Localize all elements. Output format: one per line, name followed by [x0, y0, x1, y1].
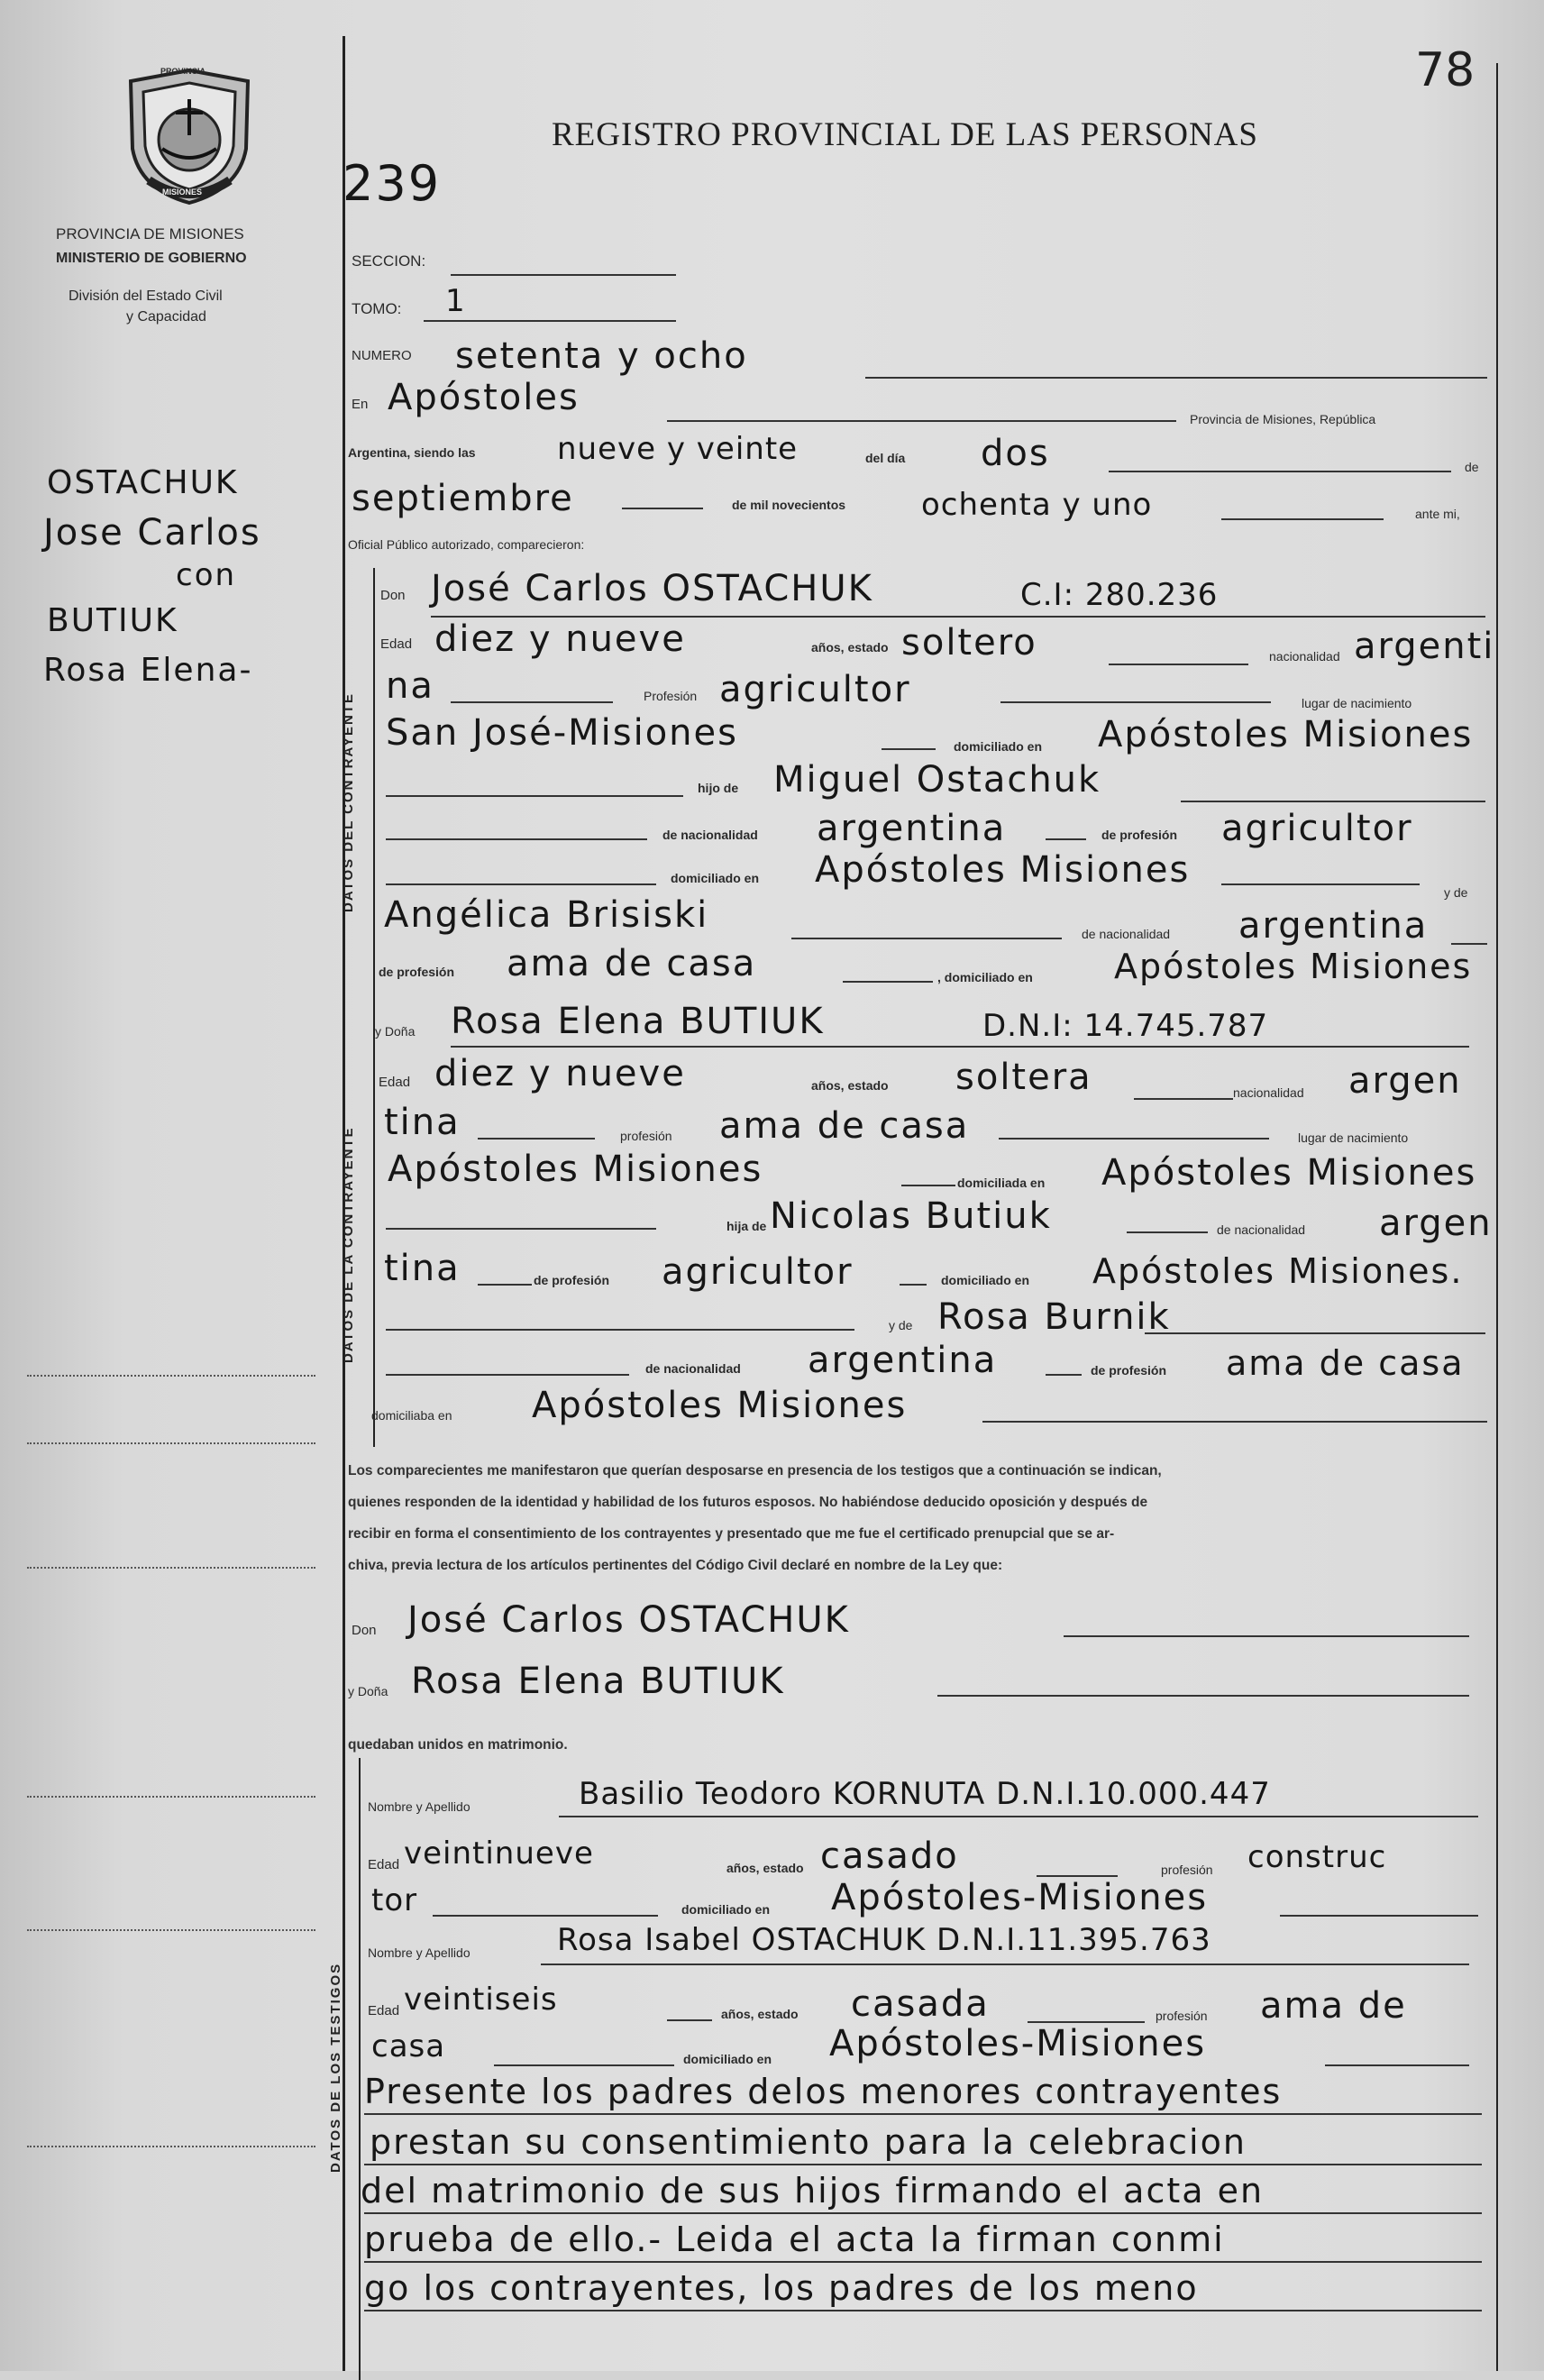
groom-mnat-line — [1451, 943, 1487, 945]
bride-hija-line — [386, 1228, 656, 1230]
w1-res-line — [1280, 1915, 1478, 1917]
bride-prof-label: profesión — [620, 1129, 672, 1143]
groom-father-residence: Apóstoles Misiones — [815, 849, 1191, 891]
groom-box-left — [373, 568, 375, 996]
w2-prof-line — [494, 2064, 674, 2066]
margin-surname-bride: BUTIUK — [47, 602, 178, 639]
margin-con: con — [176, 557, 237, 593]
province-name: PROVINCIA DE MISIONES — [56, 225, 244, 243]
groom-edad-label: Edad — [380, 636, 413, 652]
margin-dotted-6 — [27, 2146, 315, 2147]
w2-res-line — [1325, 2064, 1469, 2066]
declaration-line-1: Los comparecientes me manifestaron que querían desposarse en presencia de los testigos que a continuación se indican, — [348, 1463, 1162, 1478]
del-dia-label: del día — [865, 451, 906, 465]
decl-groom-name: José Carlos OSTACHUK — [407, 1599, 850, 1641]
tomo-line — [424, 320, 676, 322]
month-line — [622, 508, 703, 509]
witness-side-label: DATOS DE LOS TESTIGOS — [328, 1962, 343, 2173]
hour-value: nueve y veinte — [557, 431, 799, 467]
groom-profession: agricultor — [719, 669, 911, 710]
witness-box-left — [359, 1758, 361, 2380]
seal-text-bottom: MISIONES — [162, 188, 203, 197]
provincial-seal — [122, 63, 257, 207]
tomo-value: 1 — [445, 283, 466, 319]
groom-estado-label: años, estado — [811, 640, 889, 654]
bride-prof-line — [999, 1138, 1269, 1140]
numero-line — [865, 377, 1487, 379]
bride-nat-line — [478, 1138, 595, 1140]
note-rule-5 — [364, 2310, 1482, 2311]
w1-edad-label: Edad — [368, 1857, 400, 1872]
bride-father-nationality-2: tina — [384, 1248, 461, 1289]
bride-name-line — [451, 1046, 1469, 1048]
bride-mother-nationality: argentina — [808, 1340, 998, 1381]
groom-mprof-line — [843, 981, 933, 983]
groom-father: Miguel Ostachuk — [773, 759, 1101, 801]
parents-residence: Apóstoles Misiones — [532, 1385, 908, 1426]
w1-name-line — [559, 1816, 1478, 1817]
division-line-1: División del Estado Civil — [69, 288, 223, 304]
oficial-label: Oficial Público autorizado, comparecieron: — [348, 537, 585, 552]
margin-dotted-2 — [27, 1442, 315, 1444]
groom-residence: Apóstoles Misiones — [1098, 714, 1474, 755]
bride-father: Nicolas Butiuk — [770, 1195, 1052, 1237]
groom-lugar-label: lugar de nacimiento — [1302, 696, 1412, 710]
groom-status-line — [1109, 664, 1248, 665]
margin-dotted-4 — [27, 1796, 315, 1798]
groom-mprof-label: de profesión — [379, 965, 455, 979]
bride-mother-profession: ama de casa — [1226, 1343, 1465, 1383]
declaration-line-4: chiva, previa lectura de los artículos pertinentes del Código Civil declaré en nombre de la Ley que: — [348, 1558, 1003, 1573]
provincia-label: Provincia de Misiones, República — [1190, 412, 1376, 426]
bride-father-line — [1127, 1231, 1208, 1233]
w1-name: Basilio Teodoro KORNUTA D.N.I.10.000.447 — [579, 1776, 1271, 1812]
groom-side-label: DATOS DEL CONTRAYENTE — [341, 692, 356, 912]
bride-fprof-line — [900, 1284, 927, 1286]
w2-name-label: Nombre y Apellido — [368, 1945, 471, 1960]
w2-age: veintiseis — [404, 1982, 558, 2018]
w2-prof-label: profesión — [1156, 2009, 1208, 2023]
declaration-line-3: recibir en forma el consentimiento de los contrayentes y presentado que me fue el certificado prenupcial que se ar- — [348, 1526, 1115, 1542]
w1-status: casado — [820, 1835, 959, 1877]
w2-residence: Apóstoles-Misiones — [829, 2023, 1207, 2064]
w2-status: casada — [851, 1983, 990, 2025]
w2-name: Rosa Isabel OSTACHUK D.N.I.11.395.763 — [557, 1922, 1211, 1958]
note-line-1: Presente los padres delos menores contrayentes — [364, 2072, 1283, 2111]
bride-father-profession: agricultor — [662, 1251, 854, 1293]
groom-birth-line — [882, 748, 936, 750]
decl-dona-label: y Doña — [348, 1684, 388, 1698]
bride-nationality-2: tina — [384, 1102, 461, 1143]
bride-nac-label: nacionalidad — [1233, 1085, 1304, 1100]
groom-prof-line — [1000, 701, 1271, 703]
margin-surname-groom: OSTACHUK — [47, 464, 239, 501]
groom-father-profession: agricultor — [1221, 808, 1413, 849]
margin-dotted-1 — [27, 1375, 315, 1377]
tomo-label: TOMO: — [352, 300, 402, 317]
bride-box-left — [373, 996, 375, 1447]
groom-fres-line — [1221, 883, 1420, 885]
w1-profession-1: construc — [1247, 1839, 1387, 1875]
seccion-label: SECCION: — [352, 252, 426, 270]
groom-yde-label: y de — [1444, 885, 1468, 900]
w2-estado-label: años, estado — [721, 2007, 799, 2021]
day-line — [1109, 471, 1451, 472]
bride-edad-label: Edad — [379, 1075, 411, 1090]
decl-bride-line — [937, 1695, 1469, 1697]
groom-name-line — [431, 616, 1485, 618]
groom-civil-status: soltero — [901, 622, 1037, 664]
groom-mnac-label: de nacionalidad — [1082, 927, 1171, 941]
groom-fdom-line — [386, 883, 656, 885]
note-line-3: del matrimonio de sus hijos firmando el acta en — [361, 2171, 1265, 2211]
year-label: de mil novecientos — [732, 498, 846, 512]
groom-father-nationality: argentina — [817, 808, 1007, 849]
bride-name: Rosa Elena BUTIUK — [451, 1001, 825, 1042]
decl-bride-name: Rosa Elena BUTIUK — [411, 1661, 785, 1702]
seal-text-top: PROVINCIA — [160, 67, 206, 76]
don-label: Don — [380, 588, 406, 603]
bride-age: diez y nueve — [434, 1053, 686, 1094]
note-rule-4 — [364, 2261, 1482, 2263]
bride-yde-line — [386, 1329, 854, 1331]
day-value: dos — [981, 433, 1050, 474]
groom-prof-label: Profesión — [644, 689, 698, 703]
w2-edad-label: Edad — [368, 2003, 400, 2018]
w1-profession-2: tor — [371, 1882, 418, 1918]
groom-mother-profession: ama de casa — [507, 943, 757, 984]
bride-status-line — [1134, 1098, 1233, 1100]
division-line-2: y Capacidad — [126, 309, 206, 325]
record-number: 239 — [343, 155, 442, 212]
groom-fdom-label: domiciliado en — [671, 871, 760, 885]
margin-dotted-5 — [27, 1929, 315, 1931]
numero-value: setenta y ocho — [455, 335, 748, 377]
right-border — [1496, 63, 1498, 2371]
decl-closing: quedaban unidos en matrimonio. — [348, 1737, 568, 1753]
month-value: septiembre — [352, 478, 574, 519]
groom-nationality-1: argenti — [1354, 626, 1495, 667]
document-title: REGISTRO PROVINCIAL DE LAS PERSONAS — [552, 116, 1258, 153]
margin-dotted-3 — [27, 1567, 315, 1569]
bride-lugar-label: lugar de nacimiento — [1298, 1130, 1409, 1145]
parents-residence-line — [982, 1421, 1487, 1423]
bride-profession: ama de casa — [719, 1105, 970, 1147]
bride-civil-status: soltera — [955, 1057, 1092, 1098]
bride-residence: Apóstoles Misiones — [1101, 1152, 1477, 1194]
note-rule-1 — [364, 2113, 1482, 2115]
groom-hijo-label: hijo de — [698, 781, 739, 795]
groom-fprof-label: de profesión — [1101, 828, 1178, 842]
groom-name: José Carlos OSTACHUK — [431, 568, 873, 609]
w1-estado-label: años, estado — [726, 1861, 804, 1875]
note-line-2: prestan su consentimiento para la celebracion — [370, 2122, 1247, 2162]
groom-fprof-line — [1046, 838, 1086, 840]
w2-name-line — [541, 1964, 1469, 1965]
year-value: ochenta y uno — [921, 487, 1153, 523]
bride-father-residence: Apóstoles Misiones. — [1092, 1251, 1464, 1291]
margin-name-groom: Jose Carlos — [43, 512, 261, 554]
groom-age: diez y nueve — [434, 618, 686, 660]
groom-mother-line — [791, 938, 1062, 939]
bride-father-nationality-1: argen — [1379, 1203, 1493, 1244]
w2-age-line — [667, 2019, 712, 2021]
w1-prof-label: profesión — [1161, 1863, 1213, 1877]
en-value: Apóstoles — [388, 377, 580, 418]
bride-mother-line — [1145, 1332, 1485, 1334]
note-line-5: go los contrayentes, los padres de los meno — [364, 2268, 1199, 2308]
numero-label: NUMERO — [352, 348, 412, 363]
groom-id: C.I: 280.236 — [1020, 577, 1219, 613]
groom-birthplace: San José-Misiones — [386, 712, 738, 754]
page-number: 78 — [1415, 43, 1475, 97]
bride-id: D.N.I: 14.745.787 — [982, 1008, 1269, 1044]
declaration-line-2: quienes responden de la identidad y habilidad de los futuros esposos. No habiéndose deducido oposición y después de — [348, 1495, 1148, 1510]
bride-hija-label: hija de — [726, 1219, 767, 1233]
seccion-line — [451, 274, 676, 276]
decl-groom-line — [1064, 1635, 1469, 1637]
bride-fprof-label: de profesión — [534, 1273, 610, 1287]
w1-dom-label: domiciliado en — [681, 1902, 771, 1917]
bride-mnat-line — [386, 1374, 629, 1376]
groom-nac-label: nacionalidad — [1269, 649, 1340, 664]
year-line — [1221, 518, 1384, 520]
ministry-name: MINISTERIO DE GOBIERNO — [56, 251, 247, 266]
bride-birth-line — [901, 1185, 955, 1186]
groom-fnac-label: de nacionalidad — [662, 828, 758, 842]
en-line — [667, 420, 1176, 422]
groom-nationality-2: na — [386, 665, 434, 707]
argentina-label: Argentina, siendo las — [348, 445, 476, 460]
bride-estado-label: años, estado — [811, 1078, 889, 1093]
w2-profession-1: ama de — [1260, 1985, 1407, 2027]
groom-hijo-line — [386, 795, 683, 797]
groom-father-line — [1181, 801, 1485, 802]
groom-mother: Angélica Brisiski — [384, 894, 709, 936]
margin-name-bride: Rosa Elena- — [43, 652, 253, 689]
groom-dom-label: domiciliado en — [954, 739, 1043, 754]
domiciliaba-label: domiciliaba en — [371, 1408, 452, 1423]
de-label: de — [1465, 460, 1479, 474]
note-rule-2 — [364, 2164, 1482, 2165]
bride-fdom-label: domiciliado en — [941, 1273, 1030, 1287]
w1-name-label: Nombre y Apellido — [368, 1799, 471, 1814]
w1-prof-line — [433, 1915, 658, 1917]
w2-profession-2: casa — [371, 2028, 446, 2064]
ante-label: ante mi, — [1415, 507, 1460, 521]
w2-dom-label: domiciliado en — [683, 2052, 772, 2066]
bride-mother: Rosa Burnik — [937, 1296, 1171, 1338]
bride-side-label: DATOS DE LA CONTRAYENTE — [341, 1126, 356, 1363]
bride-yde-label: y de — [889, 1318, 913, 1332]
w1-age: veintinueve — [404, 1835, 594, 1872]
w1-residence: Apóstoles-Misiones — [831, 1877, 1209, 1918]
note-rule-3 — [364, 2212, 1482, 2214]
decl-don-label: Don — [352, 1623, 377, 1638]
bride-fnac-label: de nacionalidad — [1217, 1222, 1306, 1237]
bride-mprof-line — [1046, 1374, 1082, 1376]
dona-label: y Doña — [375, 1024, 416, 1039]
bride-mnac-label: de nacionalidad — [645, 1361, 741, 1376]
bride-nationality-1: argen — [1348, 1060, 1462, 1102]
groom-mother-nationality: argentina — [1238, 905, 1429, 947]
bride-fnat-line — [478, 1284, 532, 1286]
groom-mother-residence: Apóstoles Misiones — [1114, 947, 1473, 986]
bride-dom-label: domiciliada en — [957, 1176, 1046, 1190]
groom-nat-line — [451, 701, 613, 703]
bride-mprof-label: de profesión — [1091, 1363, 1167, 1378]
bride-birthplace: Apóstoles Misiones — [388, 1149, 763, 1190]
note-line-4: prueba de ello.- Leida el acta la firman conmi — [364, 2220, 1225, 2259]
groom-fnat-line — [386, 838, 647, 840]
en-label: En — [352, 397, 369, 412]
groom-mdom-label: , domiciliado en — [937, 970, 1033, 984]
